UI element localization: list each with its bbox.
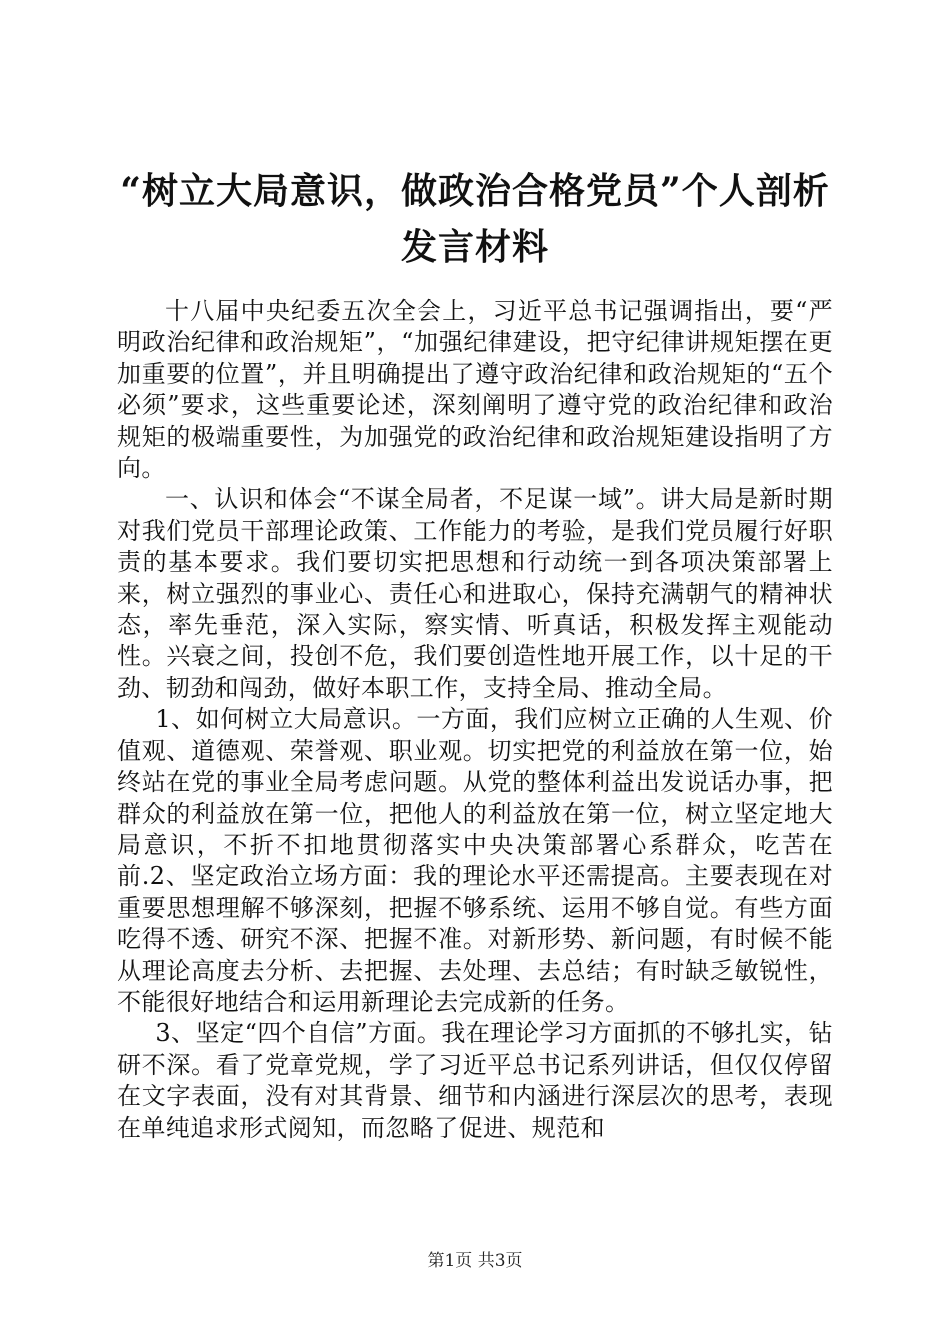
paragraph-item-1: 1、如何树立大局意识。一方面，我们应树立正确的人生观、价值观、道德观、荣誉观、职业观。切实把党的利益放在第一位，始终站在党的事业全局考虑问题。从党的整体利益出发说话办事，把群众的利益放在第一位，把他人的利益放在第一位，树立坚定地大局意识，不折不扣地贯彻落实中央决策部署心系群众，吃苦在前.2、坚定政治立场方面：我的理论水平还需提高。主要表现在对重要思想理解不够深刻，把握不够系统、运用不够自觉。有些方面吃得不透、研究不深、把握不准。对新形势、新问题，有时候不能从理论高度去分析、去把握、去处理、去总结；有时缺乏敏锐性，不能很好地结合和运用新理论去完成新的任务。 <box>117 705 833 1016</box>
paragraph-intro: 十八届中央纪委五次全会上，习近平总书记强调指出，要“严明政治纪律和政治规矩”，“加强纪律建设，把守纪律讲规矩摆在更加重要的位置”，并且明确提出了遵守政治纪律和政治规矩的“五个必须”要求，这些重要论述，深刻阐明了遵守党的政治纪律和政治规矩的极端重要性，为加强党的政治纪律和政治规矩建设指明了方向。 <box>117 297 833 483</box>
document-body <box>117 296 833 1144</box>
document-title-line-1: “树立大局意识，做政治合格党员”个人剖析 <box>120 170 830 212</box>
paragraph-section-1: 一、认识和体会“不谋全局者，不足谋一域”。讲大局是新时期对我们党员干部理论政策、工作能力的考验，是我们党员履行好职责的基本要求。我们要切实把思想和行动统一到各项决策部署上来，树立强烈的事业心、责任心和进取心，保持充满朝气的精神状态，率先垂范，深入实际，察实情、听真话，积极发挥主观能动性。兴衰之间，投创不危，我们要创造性地开展工作，以十足的干劲、韧劲和闯劲，做好本职工作，支持全局、推动全局。 <box>117 485 833 702</box>
paragraph-item-3: 3、坚定“四个自信”方面。我在理论学习方面抓的不够扎实，钻研不深。看了党章党规，学了习近平总书记系列讲话，但仅仅停留在文字表面，没有对其背景、细节和内涵进行深层次的思考，表现在单纯追求形式阅知，而忽略了促进、规范和 <box>117 1019 833 1142</box>
document-title-line-2: 发言材料 <box>400 226 549 268</box>
page-footer: 第1页 共3页 <box>427 1251 523 1271</box>
